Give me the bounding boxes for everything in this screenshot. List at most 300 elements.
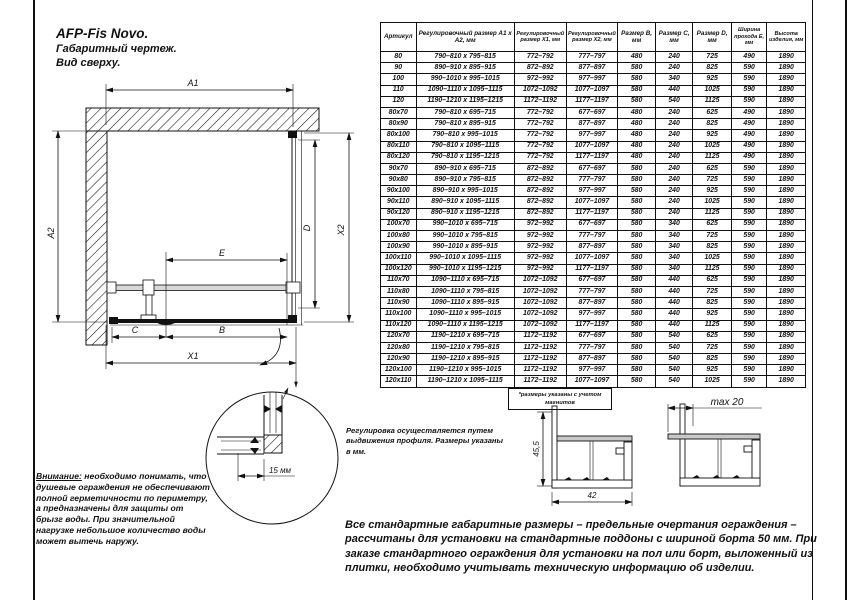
table-cell: 440 [655, 85, 693, 96]
table-cell: 90х120 [381, 208, 417, 219]
table-cell: 1190–1210 х 995–1015 [416, 365, 514, 376]
table-cell: 540 [655, 365, 693, 376]
table-cell: 590 [731, 63, 767, 74]
table-cell: 990–1010 х 695–715 [416, 219, 514, 230]
table-cell: 440 [655, 298, 693, 309]
table-cell: 1125 [693, 320, 732, 331]
table-cell: 1890 [767, 96, 806, 107]
table-cell: 590 [731, 175, 767, 186]
table-cell: 972–992 [514, 253, 566, 264]
table-cell: 625 [693, 219, 732, 230]
table-cell: 1072–1092 [514, 286, 566, 297]
table-cell: 1172–1192 [514, 354, 566, 365]
table-cell: 1890 [767, 175, 806, 186]
page-title [56, 26, 177, 70]
table-header-cell: Регулировочный размер X1, мм [514, 23, 566, 52]
table-cell: 772–792 [514, 107, 566, 118]
table-cell: 240 [655, 186, 693, 197]
table-cell: 1190–1210 х 1095–1115 [416, 376, 514, 387]
table-cell: 590 [731, 96, 767, 107]
table-cell: 580 [618, 74, 656, 85]
table-cell: 490 [731, 52, 767, 63]
table-cell: 590 [731, 309, 767, 320]
table-cell: 1890 [767, 309, 806, 320]
table-cell: 100х70 [381, 219, 417, 230]
table-cell: 490 [731, 152, 767, 163]
table-cell: 80 [381, 52, 417, 63]
table-cell: 772–792 [514, 130, 566, 141]
wall-bracket-top [288, 131, 297, 138]
bar-wall-connector [107, 282, 116, 293]
table-cell: 1890 [767, 74, 806, 85]
table-cell: 1890 [767, 130, 806, 141]
table-cell: 480 [618, 130, 656, 141]
dim-label-max: max 20 [710, 397, 744, 408]
corner-detail-circle [206, 392, 338, 524]
table-cell: 825 [693, 298, 732, 309]
dim-label-15mm: 15 мм [268, 466, 292, 475]
table-row [381, 85, 806, 96]
table-cell: 990–1010 х 1095–1115 [416, 253, 514, 264]
table-cell: 972–992 [514, 219, 566, 230]
table-cell: 1072–1092 [514, 320, 566, 331]
table-cell: 490 [731, 107, 767, 118]
table-row [381, 264, 806, 275]
dim-label-d: D [302, 224, 312, 232]
table-cell: 120 [381, 96, 417, 107]
door-wall-bracket [109, 317, 118, 324]
table-cell: 925 [693, 130, 732, 141]
table-row [381, 298, 806, 309]
table-cell: 440 [655, 275, 693, 286]
profile-slide-plate [557, 436, 632, 441]
table-row [381, 253, 806, 264]
table-cell: 872–892 [514, 197, 566, 208]
table-cell: 890–910 х 1095–1115 [416, 197, 514, 208]
table-row [381, 320, 806, 331]
table-cell: 590 [731, 163, 767, 174]
support-bar [111, 285, 299, 291]
table-cell: 725 [693, 342, 732, 353]
table-row [381, 331, 806, 342]
installation-note: Все стандартные габаритные размеры – предельные очертания ограждения – рассчитаны для установки на стандартные поддоны с шириной борта 50 мм. При заказе стандартного ограждения для установки на пол или борт, выложенный из плитки, необходимо учитывать техническую информацию об изделии. [345, 519, 817, 574]
table-row [381, 175, 806, 186]
table-row [381, 197, 806, 208]
table-row [381, 141, 806, 152]
table-cell: 1077–1097 [566, 85, 618, 96]
table-cell: 580 [618, 96, 656, 107]
table-cell: 540 [655, 342, 693, 353]
wall-top [86, 108, 319, 131]
table-cell: 1890 [767, 186, 806, 197]
table-cell: 1890 [767, 107, 806, 118]
table-cell: 590 [731, 197, 767, 208]
table-cell: 772–792 [514, 119, 566, 130]
table-cell: 490 [731, 141, 767, 152]
table-cell: 790–810 х 695–715 [416, 107, 514, 118]
table-cell: 580 [618, 342, 656, 353]
dim-label-a2: A2 [46, 227, 56, 239]
table-row [381, 107, 806, 118]
table-cell: 1890 [767, 286, 806, 297]
dim-label-x1: X1 [187, 351, 199, 361]
table-cell: 925 [693, 74, 732, 85]
profile-hook [624, 442, 632, 480]
table-cell: 580 [618, 264, 656, 275]
table-cell: 240 [655, 197, 693, 208]
table-cell: 110х90 [381, 298, 417, 309]
table-cell: 872–892 [514, 163, 566, 174]
table-cell: 777–797 [566, 342, 618, 353]
table-header-cell: Регулировочный размер X2, мм [566, 23, 618, 52]
profile-hook-notch [616, 448, 624, 454]
table-cell: 80х100 [381, 130, 417, 141]
table-cell: 1077–1097 [566, 197, 618, 208]
table-cell: 1172–1192 [514, 365, 566, 376]
table-cell: 1890 [767, 342, 806, 353]
table-cell: 590 [731, 253, 767, 264]
table-cell: 580 [618, 275, 656, 286]
table-cell: 1890 [767, 253, 806, 264]
table-cell: 1125 [693, 96, 732, 107]
table-cell: 825 [693, 63, 732, 74]
title-line-2: Габаритный чертеж. [56, 42, 177, 55]
table-cell: 240 [655, 63, 693, 74]
profile-bottom-plate [680, 478, 760, 486]
table-cell: 777–797 [566, 231, 618, 242]
table-cell: 1890 [767, 354, 806, 365]
table-cell: 110 [381, 85, 417, 96]
table-cell: 590 [731, 354, 767, 365]
table-cell: 977–997 [566, 74, 618, 85]
table-cell: 625 [693, 107, 732, 118]
table-cell: 1172–1192 [514, 342, 566, 353]
table-cell: 825 [693, 119, 732, 130]
dim-label-x2: X2 [336, 224, 346, 236]
table-cell: 1025 [693, 253, 732, 264]
table-cell: 1077–1097 [566, 376, 618, 387]
table-cell: 240 [655, 175, 693, 186]
profile-back-plate [552, 406, 557, 488]
table-cell: 440 [655, 309, 693, 320]
table-cell: 1125 [693, 264, 732, 275]
table-cell: 120х110 [381, 376, 417, 387]
table-cell: 925 [693, 186, 732, 197]
table-cell: 1177–1197 [566, 96, 618, 107]
table-cell: 1025 [693, 197, 732, 208]
table-cell: 580 [618, 231, 656, 242]
table-cell: 1890 [767, 242, 806, 253]
table-cell: 1890 [767, 264, 806, 275]
table-cell: 625 [693, 331, 732, 342]
table-cell: 1890 [767, 163, 806, 174]
table-cell: 872–892 [514, 208, 566, 219]
table-cell: 340 [655, 264, 693, 275]
table-cell: 1172–1192 [514, 331, 566, 342]
table-cell: 790–810 х 1195–1215 [416, 152, 514, 163]
table-row [381, 354, 806, 365]
table-cell: 972–992 [514, 264, 566, 275]
table-cell: 777–797 [566, 52, 618, 63]
table-cell: 977–997 [566, 309, 618, 320]
table-cell: 1090–1110 х 695–715 [416, 275, 514, 286]
table-row [381, 163, 806, 174]
table-cell: 80х70 [381, 107, 417, 118]
table-cell: 1890 [767, 320, 806, 331]
table-cell: 872–892 [514, 186, 566, 197]
table-cell: 80х90 [381, 119, 417, 130]
table-cell: 100х80 [381, 231, 417, 242]
dim-label-b: B [218, 325, 226, 335]
table-cell: 1177–1197 [566, 264, 618, 275]
table-cell: 110х120 [381, 320, 417, 331]
table-cell: 1890 [767, 141, 806, 152]
table-cell: 580 [618, 354, 656, 365]
table-cell: 490 [731, 119, 767, 130]
warning-title: Внимание: [36, 471, 82, 481]
table-cell: 580 [618, 286, 656, 297]
table-cell: 590 [731, 264, 767, 275]
table-cell: 240 [655, 208, 693, 219]
table-cell: 590 [731, 208, 767, 219]
table-cell: 1890 [767, 208, 806, 219]
table-row [381, 309, 806, 320]
table-cell: 972–992 [514, 74, 566, 85]
dimensions-table [380, 22, 806, 388]
table-cell: 677–697 [566, 331, 618, 342]
dim-label-c: C [131, 325, 139, 335]
table-cell: 977–997 [566, 130, 618, 141]
table-cell: 110х70 [381, 275, 417, 286]
table-row [381, 342, 806, 353]
table-cell: 825 [693, 354, 732, 365]
table-cell: 1072–1092 [514, 85, 566, 96]
table-cell: 580 [618, 186, 656, 197]
wall-left [86, 131, 107, 345]
table-cell: 590 [731, 286, 767, 297]
table-row [381, 376, 806, 387]
table-cell: 100х120 [381, 264, 417, 275]
table-cell: 240 [655, 107, 693, 118]
table-cell: 1890 [767, 219, 806, 230]
table-cell: 590 [731, 186, 767, 197]
table-cell: 1177–1197 [566, 152, 618, 163]
table-cell: 772–792 [514, 52, 566, 63]
table-row [381, 52, 806, 63]
table-cell: 1072–1092 [514, 309, 566, 320]
table-cell: 590 [731, 74, 767, 85]
table-row [381, 119, 806, 130]
warning-body: необходимо понимать, что душевые ограждения не обеспечивают полной герметичности по периметру, а предназначены для защиты от брызг воды. При значительной нагрузке небольшое количество воды может вытечь наружу. [36, 471, 210, 546]
table-header-row [381, 23, 806, 52]
bar-post-joint [143, 280, 154, 295]
table-row [381, 74, 806, 85]
table-cell: 925 [693, 309, 732, 320]
table-cell: 580 [618, 208, 656, 219]
table-cell: 580 [618, 331, 656, 342]
table-cell: 590 [731, 298, 767, 309]
table-cell: 590 [731, 365, 767, 376]
table-header-cell: Артикул [381, 23, 417, 52]
table-cell: 1890 [767, 231, 806, 242]
table-cell: 1072–1092 [514, 298, 566, 309]
dim-label-e: E [218, 248, 226, 258]
table-cell: 580 [618, 63, 656, 74]
table-cell: 1172–1192 [514, 376, 566, 387]
table-cell: 1890 [767, 152, 806, 163]
table-cell: 890–910 х 995–1015 [416, 186, 514, 197]
table-header-cell: Размер D, мм [693, 23, 732, 52]
table-cell: 925 [693, 365, 732, 376]
table-cell: 677–697 [566, 219, 618, 230]
table-cell: 590 [731, 320, 767, 331]
table-cell: 990–1010 х 1195–1215 [416, 264, 514, 275]
table-row [381, 231, 806, 242]
table-cell: 1072–1092 [514, 275, 566, 286]
table-cell: 1125 [693, 152, 732, 163]
table-cell: 1025 [693, 141, 732, 152]
profile-slide-plate-extended [668, 434, 760, 439]
table-cell: 580 [618, 298, 656, 309]
table-cell: 890–910 х 895–915 [416, 63, 514, 74]
table-cell: 972–992 [514, 231, 566, 242]
table-cell: 120х90 [381, 354, 417, 365]
table-cell: 340 [655, 242, 693, 253]
table-cell: 990–1010 х 795–815 [416, 231, 514, 242]
table-cell: 1890 [767, 52, 806, 63]
table-cell: 1090–1110 х 1095–1115 [416, 85, 514, 96]
table-row [381, 365, 806, 376]
table-cell: 725 [693, 175, 732, 186]
table-cell: 877–897 [566, 63, 618, 74]
table-cell: 240 [655, 119, 693, 130]
table-cell: 590 [731, 342, 767, 353]
table-cell: 580 [618, 85, 656, 96]
dim-label-height: 45,5 [532, 441, 541, 457]
table-cell: 1890 [767, 275, 806, 286]
table-cell: 725 [693, 231, 732, 242]
table-cell: 1090–1110 х 995–1015 [416, 309, 514, 320]
table-cell: 677–697 [566, 163, 618, 174]
table-cell: 540 [655, 331, 693, 342]
table-header-cell: Регулировочный размер A1 х A2, мм [416, 23, 514, 52]
table-cell: 90х70 [381, 163, 417, 174]
table-cell: 540 [655, 96, 693, 107]
table-cell: 677–697 [566, 107, 618, 118]
table-cell: 590 [731, 219, 767, 230]
table-cell: 90х80 [381, 175, 417, 186]
table-cell: 872–892 [514, 63, 566, 74]
door-swing-arrow [260, 328, 280, 365]
table-cell: 580 [618, 309, 656, 320]
profile-sections [530, 396, 815, 514]
profile-hook [752, 440, 760, 478]
table-cell: 540 [655, 354, 693, 365]
table-cell: 590 [731, 331, 767, 342]
table-row [381, 275, 806, 286]
table-cell: 340 [655, 219, 693, 230]
table-cell: 1025 [693, 85, 732, 96]
table-cell: 1077–1097 [566, 141, 618, 152]
table-cell: 480 [618, 152, 656, 163]
table-row [381, 219, 806, 230]
table-row [381, 152, 806, 163]
table-cell: 1090–1110 х 1195–1215 [416, 320, 514, 331]
table-cell: 772–792 [514, 141, 566, 152]
table-cell: 580 [618, 219, 656, 230]
table-cell: 777–797 [566, 175, 618, 186]
table-cell: 890–910 х 695–715 [416, 163, 514, 174]
table-cell: 120х80 [381, 342, 417, 353]
table-cell: 340 [655, 231, 693, 242]
table-cell: 340 [655, 74, 693, 85]
table-cell: 240 [655, 152, 693, 163]
table-row [381, 63, 806, 74]
profile-bottom-plate [552, 480, 632, 488]
table-header-cell: Размер C, мм [655, 23, 693, 52]
table-cell: 977–997 [566, 365, 618, 376]
table-cell: 877–897 [566, 119, 618, 130]
table-cell: 580 [618, 253, 656, 264]
table-cell: 480 [618, 107, 656, 118]
table-cell: 1025 [693, 376, 732, 387]
table-cell: 120х100 [381, 365, 417, 376]
table-cell: 120х70 [381, 331, 417, 342]
table-cell: 890–910 х 1195–1215 [416, 208, 514, 219]
table-cell: 240 [655, 130, 693, 141]
table-cell: 1890 [767, 365, 806, 376]
table-row [381, 242, 806, 253]
title-line-3: Вид сверху. [56, 56, 121, 69]
table-cell: 90х110 [381, 197, 417, 208]
adjustment-note: Регулировка осуществляется путем выдвижения профиля. Размеры указаны в мм. [346, 426, 503, 456]
table-cell: 1090–1110 х 795–815 [416, 286, 514, 297]
table-cell: 490 [731, 130, 767, 141]
table-cell: 580 [618, 376, 656, 387]
table-cell: 80х110 [381, 141, 417, 152]
corner-profile-block [264, 435, 282, 453]
sliding-door [112, 319, 290, 323]
table-cell: 580 [618, 175, 656, 186]
table-cell: 677–697 [566, 275, 618, 286]
table-header-cell: Ширина прохода E, мм [731, 23, 767, 52]
bar-post [146, 295, 152, 315]
table-cell: 580 [618, 242, 656, 253]
table-footnote: *размеры указаны с учетом магнитов [508, 388, 612, 410]
table-cell: 1190–1210 х 895–915 [416, 354, 514, 365]
table-cell: 1125 [693, 208, 732, 219]
profile-back-plate [680, 404, 685, 486]
table-row [381, 186, 806, 197]
table-cell: 1177–1197 [566, 320, 618, 331]
table-cell: 890–910 х 795–815 [416, 175, 514, 186]
table-cell: 90 [381, 63, 417, 74]
bar-glass-connector [286, 282, 300, 293]
table-cell: 790–810 х 995–1015 [416, 130, 514, 141]
table-body [381, 52, 806, 388]
table-cell: 790–810 х 1095–1115 [416, 141, 514, 152]
table-cell: 877–897 [566, 354, 618, 365]
table-cell: 240 [655, 141, 693, 152]
table-row [381, 286, 806, 297]
table-cell: 590 [731, 275, 767, 286]
table-cell: 100х110 [381, 253, 417, 264]
table-cell: 1890 [767, 63, 806, 74]
table-row [381, 130, 806, 141]
table-cell: 977–997 [566, 186, 618, 197]
table-cell: 110х80 [381, 286, 417, 297]
table-cell: 777–797 [566, 286, 618, 297]
